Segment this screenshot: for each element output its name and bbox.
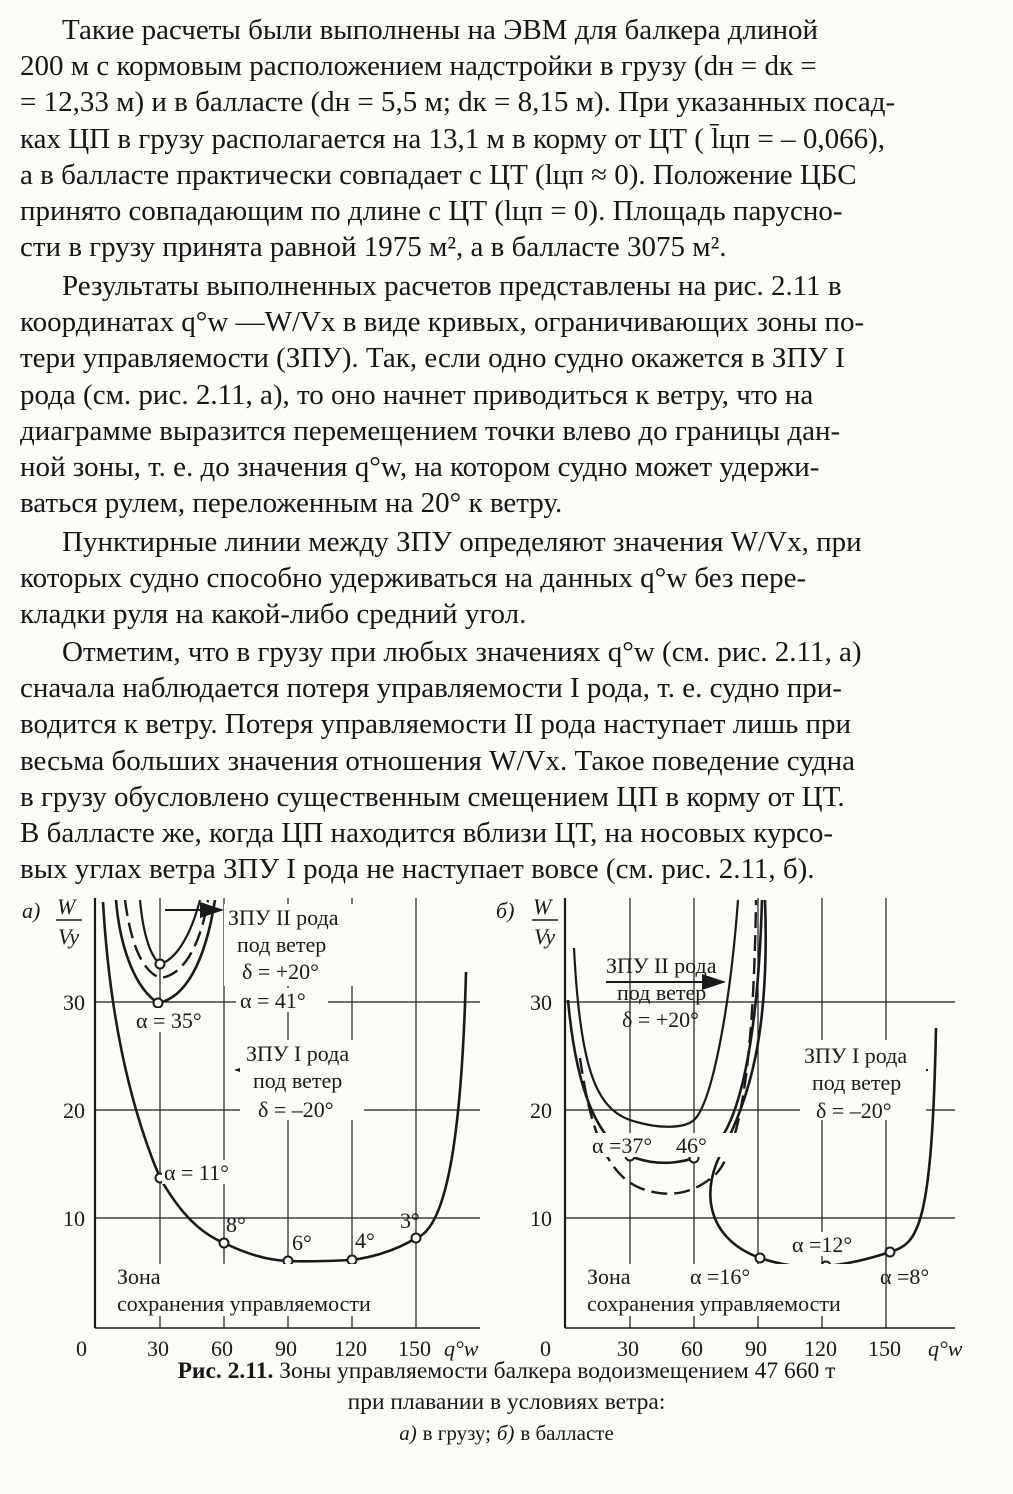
alpha-label: α =37° bbox=[592, 1133, 653, 1158]
y-axis-label: Vy bbox=[58, 924, 80, 949]
caption-line-2: при плавании в условиях ветра: bbox=[347, 1389, 666, 1415]
y-axis-label: W bbox=[533, 894, 552, 919]
tick-label: 30 bbox=[617, 1336, 639, 1361]
alpha-label: α =16° bbox=[690, 1264, 751, 1289]
text-line: В балласте же, когда ЦП находится вблизи ЦТ, на носовых курсо- bbox=[20, 817, 833, 850]
zone2-label: под ветер bbox=[237, 932, 327, 957]
text-line: в грузу обусловлено существенным смещением ЦП в корму от ЦТ. bbox=[20, 780, 845, 813]
data-point bbox=[348, 1256, 357, 1265]
caption-sub-a: а) bbox=[399, 1421, 417, 1445]
safe-zone-label: сохранения управляемости bbox=[587, 1291, 841, 1316]
tick-label: 20 bbox=[63, 1098, 85, 1123]
y-axis-label: Vy bbox=[534, 924, 556, 949]
text-line: ваться рулем, переложенным на 20° к ветру. bbox=[20, 487, 563, 520]
alpha-label: α = 41° bbox=[240, 988, 306, 1013]
tick-label: 60 bbox=[681, 1336, 703, 1361]
tick-label: 60 bbox=[211, 1336, 233, 1361]
data-point bbox=[886, 1248, 895, 1257]
safe-zone-label: Зона bbox=[117, 1264, 161, 1289]
text-line: весьма больших значения отношения W/Vx. Такое поведение судна bbox=[20, 744, 856, 777]
caption-title: Зоны управляемости балкера водоизмещением 47 660 т bbox=[279, 1358, 836, 1384]
text-line: вых углах ветра ЗПУ I рода не наступает вовсе (см. рис. 2.11, б). bbox=[20, 853, 815, 886]
caption-line-1 bbox=[0, 1356, 1013, 1387]
text-line: диаграмме выразится перемещением точки влево до границы дан- bbox=[20, 414, 841, 447]
tick-label: 150 bbox=[868, 1336, 901, 1361]
zone2-label: ЗПУ II рода bbox=[606, 953, 717, 978]
tick-label: 0 bbox=[76, 1336, 87, 1361]
text-line: водится к ветру. Потеря управляемости II рода наступает лишь при bbox=[20, 708, 852, 741]
text-line: кладки руля на какой-либо средний угол. bbox=[20, 598, 527, 631]
caption-sub-b: б) bbox=[496, 1421, 515, 1445]
alpha-label: α =12° bbox=[792, 1232, 853, 1257]
zone2-label: ЗПУ II рода bbox=[228, 905, 339, 930]
tick-label: 120 bbox=[804, 1336, 837, 1361]
text-line: = 12,33 м) и в балласте (dн = 5,5 м; dк = 8,15 м). При указанных посад- bbox=[20, 86, 896, 119]
caption-sub-a-text: в грузу; bbox=[422, 1421, 491, 1445]
tick-label: 0 bbox=[540, 1336, 551, 1361]
zone1-label: δ = –20° bbox=[816, 1098, 892, 1123]
tick-label: 120 bbox=[334, 1336, 367, 1361]
data-point bbox=[412, 1234, 421, 1243]
zone1-label: ЗПУ I рода bbox=[804, 1043, 908, 1068]
figure-number: Рис. 2.11. bbox=[177, 1358, 274, 1384]
text-line: сти в грузу принята равной 1975 м², а в балласте 3075 м². bbox=[20, 231, 727, 264]
panel-a-labels bbox=[22, 894, 479, 1361]
y-axis-label: W bbox=[57, 894, 76, 919]
alpha-label: α =8° bbox=[880, 1264, 930, 1289]
panel-label: а) bbox=[22, 898, 41, 923]
text-line: Такие расчеты были выполнены на ЭВМ для балкера длиной bbox=[62, 14, 819, 46]
zone2-label: под ветер bbox=[617, 980, 707, 1005]
paragraph-4 bbox=[20, 634, 984, 887]
zone2-label: δ = +20° bbox=[242, 959, 319, 984]
point-label: 4° bbox=[355, 1228, 375, 1253]
figure-2-11 bbox=[0, 888, 1013, 1368]
alpha-label: 46° bbox=[676, 1133, 707, 1158]
text-line: 200 м с кормовым расположением надстройки в грузу (dн = dк = bbox=[20, 50, 817, 83]
text-line: Результаты выполненных расчетов представлены на рис. 2.11 в bbox=[62, 270, 842, 302]
tick-label: 90 bbox=[275, 1336, 297, 1361]
tick-label: 30 bbox=[147, 1336, 169, 1361]
tick-label: 90 bbox=[745, 1336, 767, 1361]
safe-zone-label: сохранения управляемости bbox=[117, 1291, 371, 1316]
text-line: координатах q°w —W/Vx в виде кривых, ограничивающих зоны по- bbox=[20, 306, 865, 339]
zone1-label: под ветер bbox=[253, 1068, 343, 1093]
paragraph-2 bbox=[20, 268, 984, 521]
data-point bbox=[220, 1239, 229, 1248]
safe-zone-label: Зона bbox=[587, 1264, 631, 1289]
figure-caption bbox=[0, 1356, 1013, 1449]
zpu2-boundary-curve bbox=[116, 900, 215, 1003]
tick-label: 10 bbox=[63, 1206, 85, 1231]
text-line: а в балласте практически совпадает с ЦТ (lцп ≈ 0). Положение ЦБС bbox=[20, 158, 857, 191]
point-label: 6° bbox=[292, 1230, 312, 1255]
panel-label: б) bbox=[496, 898, 515, 923]
tick-label: 20 bbox=[530, 1098, 552, 1123]
x-axis-label: q°w bbox=[928, 1336, 963, 1361]
text-line: рода (см. рис. 2.11, а), то оно начнет приводиться к ветру, что на bbox=[20, 378, 814, 411]
alpha-label: α = 35° bbox=[136, 1008, 202, 1033]
text-line: которых судно способно удерживаться на данных q°w без пере- bbox=[20, 562, 807, 595]
alpha-label: α = 11° bbox=[164, 1160, 229, 1185]
tick-label: 30 bbox=[63, 990, 85, 1015]
tick-label: 150 bbox=[398, 1336, 431, 1361]
zone1-label: δ = –20° bbox=[258, 1097, 334, 1122]
data-point bbox=[156, 960, 165, 969]
text-line: тери управляемости (ЗПУ). Так, если одно судно окажется в ЗПУ I bbox=[20, 342, 845, 375]
paragraph-1 bbox=[20, 12, 984, 265]
point-label: 3° bbox=[400, 1208, 420, 1233]
caption-line-3 bbox=[0, 1418, 1013, 1449]
text-line: сначала наблюдается потеря управляемости I рода, т. е. судно при- bbox=[20, 672, 842, 705]
text-line: принято совпадающим по длине с ЦТ (lцп = 0). Площадь парусно- bbox=[20, 195, 843, 228]
text-line: Отметим, что в грузу при любых значениях q°w (см. рис. 2.11, а) bbox=[62, 636, 862, 668]
text-line: ках ЦП в грузу располагается на 13,1 м в корму от ЦТ ( l̄цп = – 0,066), bbox=[20, 122, 885, 155]
text-line: ной зоны, т. е. до значения q°w, на котором судно может удержи- bbox=[20, 451, 820, 484]
tick-label: 10 bbox=[530, 1206, 552, 1231]
data-point bbox=[154, 999, 163, 1008]
paragraph-3 bbox=[20, 524, 984, 633]
tick-label: 30 bbox=[530, 990, 552, 1015]
text-line: Пунктирные линии между ЗПУ определяют значения W/Vx, при bbox=[62, 526, 862, 558]
caption-sub-b-text: в балласте bbox=[520, 1421, 614, 1445]
x-axis-label: q°w bbox=[444, 1336, 479, 1361]
zone1-label: ЗПУ I рода bbox=[246, 1041, 350, 1066]
zone2-label: δ = +20° bbox=[622, 1007, 699, 1032]
data-point bbox=[756, 1254, 765, 1263]
point-label: 8° bbox=[226, 1212, 246, 1237]
zone1-label: под ветер bbox=[812, 1070, 902, 1095]
